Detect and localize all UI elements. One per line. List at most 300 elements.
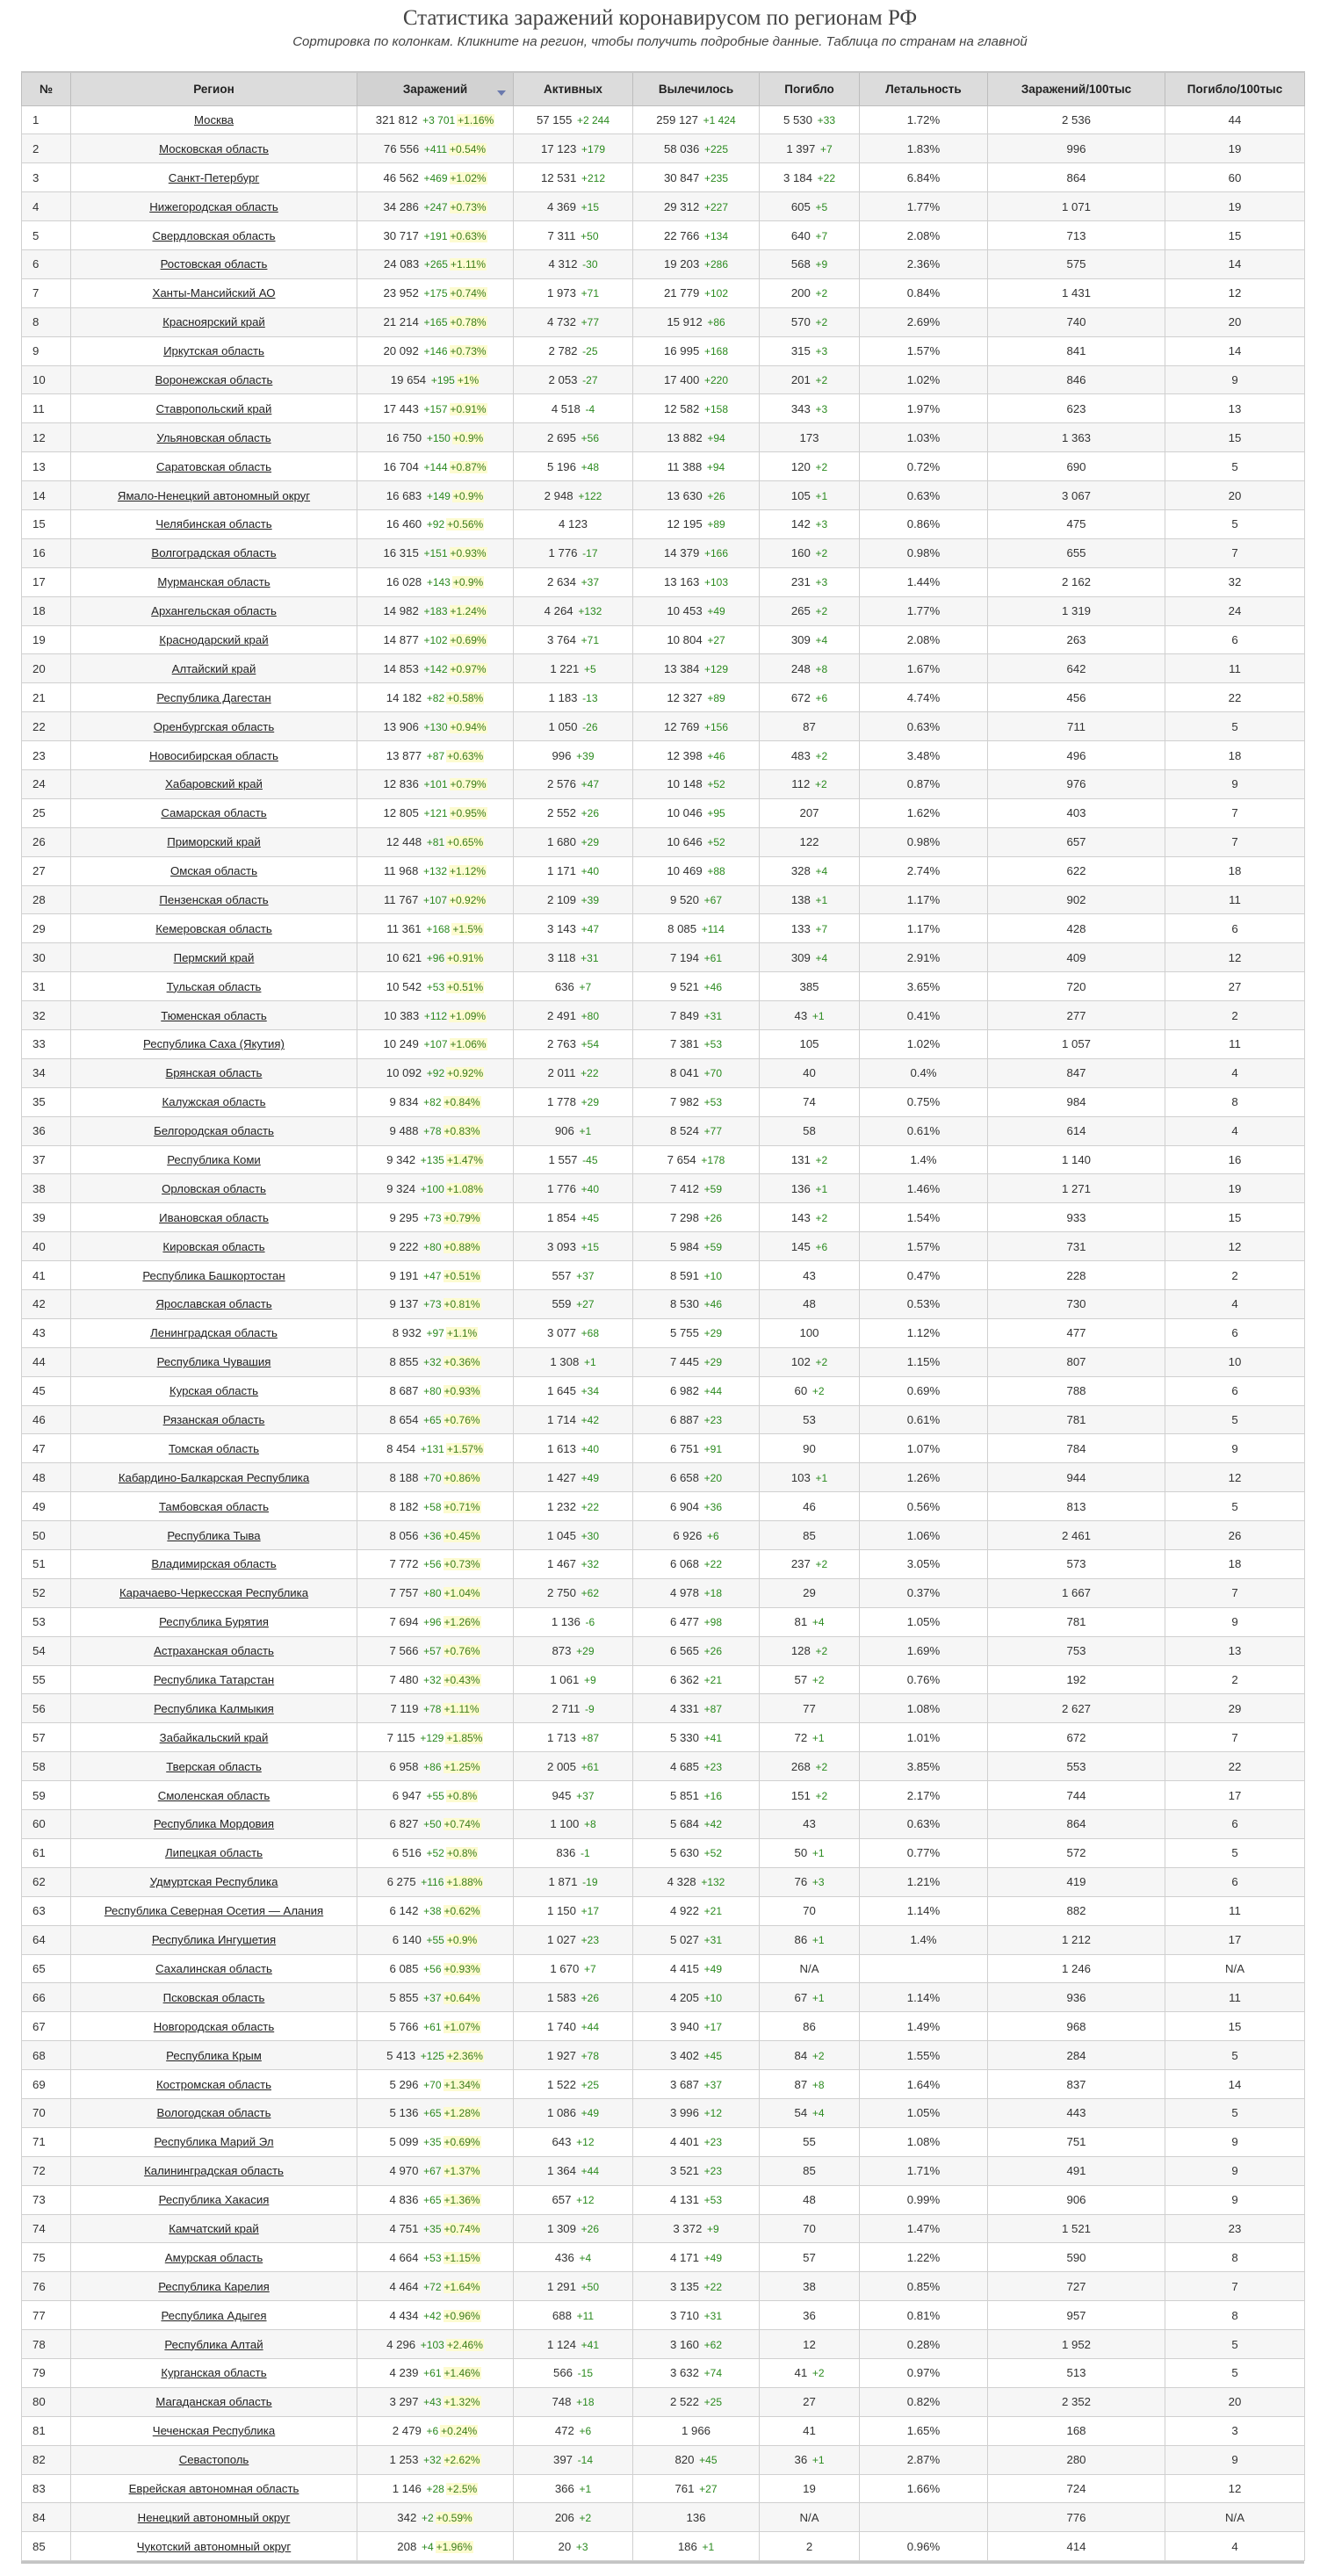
deaths-delta: +2 [815,287,828,300]
infections-value: 76 556 [383,141,420,155]
region-cell [71,2474,357,2503]
deaths-value: 2 [805,2539,813,2553]
region-link[interactable]: Смоленская область [157,1788,270,1802]
region-link[interactable]: Республика Калмыкия [154,1701,274,1715]
infections-delta-percent: +0.9% [446,1934,478,1947]
lethality-cell: 1.66% [860,2474,988,2503]
infections-per-100k-cell: 443 [988,2098,1165,2127]
region-link[interactable]: Ненецкий автономный округ [137,2510,291,2524]
active-delta: +17 [581,1905,600,1918]
region-link[interactable]: Севастополь [178,2453,249,2467]
recovered-value: 3 160 [669,2337,699,2351]
region-link[interactable]: Сахалинская область [155,1961,272,1975]
region-link[interactable]: Новосибирская область [149,748,278,762]
table-row [22,1694,1305,1723]
infections-value: 12 836 [383,777,419,791]
active-value: 1 183 [548,690,578,704]
recovered-cell [633,1694,760,1723]
infections-cell [357,2358,514,2387]
region-link[interactable]: Республика Хакасия [158,2193,270,2207]
deaths-per-100k-cell: 20 [1165,307,1305,336]
recovered-cell [633,394,760,423]
region-link[interactable]: Удмуртская Республика [149,1875,278,1889]
active-value: 1 364 [546,2164,576,2178]
infections-cell [357,2127,514,2156]
infections-cell [357,2156,514,2185]
infections-delta: +135 [420,1154,444,1166]
infections-per-100k-cell: 280 [988,2445,1165,2474]
region-link[interactable]: Ставропольский край [155,401,272,415]
table-row [22,2445,1305,2474]
deaths-per-100k-cell: 7 [1165,827,1305,856]
region-link[interactable]: Челябинская область [155,517,272,531]
infections-value: 12 805 [383,806,419,820]
region-link[interactable]: Республика Башкортостан [142,1268,285,1282]
region-link[interactable]: Санкт-Петербург [168,170,260,184]
region-link[interactable]: Республика Алтай [164,2337,263,2351]
region-link[interactable]: Воронежская область [155,372,273,386]
active-value: 748 [552,2395,572,2409]
recovered-value: 3 372 [673,2221,703,2235]
region-link[interactable]: Республика Ингушетия [151,1933,277,1947]
region-link[interactable]: Тамбовская область [158,1499,270,1513]
deaths-cell [760,654,860,683]
recovered-value: 10 469 [667,864,703,878]
deaths-per-100k-cell: 12 [1165,1232,1305,1261]
infections-per-100k-cell: 837 [988,2070,1165,2099]
region-link[interactable]: Республика Адыгея [161,2308,267,2322]
deaths-delta: +2 [815,1760,828,1773]
recovered-value: 8 041 [669,1066,699,1080]
infections-cell [357,2503,514,2532]
infections-delta-percent: +1.06% [450,1038,487,1051]
active-value: 657 [552,2193,572,2207]
row-number: 25 [22,798,71,827]
region-link[interactable]: Еврейская автономная область [128,2481,299,2495]
active-value: 1 027 [546,1933,576,1947]
region-cell [71,827,357,856]
infections-delta: +55 [426,1789,444,1802]
active-cell [514,2474,633,2503]
region-link[interactable]: Чукотский автономный округ [136,2539,292,2553]
deaths-per-100k-cell: 11 [1165,654,1305,683]
infections-delta: +56 [423,1558,442,1571]
recovered-value: 7 654 [667,1153,696,1166]
deaths-value: 3 184 [783,170,812,184]
active-delta: +49 [581,1471,600,1484]
column-header-infections[interactable] [357,72,514,105]
deaths-value: 84 [794,2048,808,2062]
region-cell [71,2070,357,2099]
column-header-number[interactable]: № [22,72,71,105]
region-link[interactable]: Пензенская область [159,892,269,906]
column-header-region[interactable]: Регион [71,72,357,105]
active-delta: +40 [581,1182,600,1195]
region-link[interactable]: Республика Тыва [167,1528,261,1542]
column-header-recovered[interactable]: Вылечилось [633,72,760,105]
active-value: 2 634 [546,575,576,589]
region-link[interactable]: Орловская область [162,1181,266,1195]
region-link[interactable]: Красноярский край [162,315,265,329]
region-link[interactable]: Республика Татарстан [153,1673,275,1687]
region-cell [71,1290,357,1319]
column-header-deaths[interactable]: Погибло [760,72,860,105]
active-value: 1 522 [546,2077,576,2091]
region-link[interactable]: Ростовская область [160,257,268,271]
active-cell [514,336,633,365]
row-number: 46 [22,1405,71,1434]
infections-cell [357,1405,514,1434]
active-delta: +27 [576,1298,595,1311]
deaths-delta: +2 [815,778,827,791]
active-cell [514,538,633,567]
infections-cell [357,1116,514,1145]
region-link[interactable]: Самарская область [161,806,267,820]
region-cell [71,654,357,683]
region-link[interactable]: Республика Мордовия [153,1817,275,1831]
recovered-delta: +16 [703,1789,723,1802]
infections-per-100k-cell: 192 [988,1665,1165,1694]
recovered-delta: +53 [703,1096,723,1109]
table-row [22,1781,1305,1810]
recovered-cell [633,1347,760,1376]
deaths-value: 85 [803,2164,816,2178]
region-link[interactable]: Курская область [169,1384,259,1398]
infections-per-100k-cell: 2 461 [988,1521,1165,1550]
active-value: 1 045 [546,1528,576,1542]
active-cell [514,1232,633,1261]
deaths-cell [760,1463,860,1492]
infections-delta-percent: +0.79% [444,1211,480,1224]
table-row [22,827,1305,856]
region-link[interactable]: Республика Дагестан [156,690,271,704]
recovered-value: 9 521 [669,979,699,993]
lethality-cell: 1.69% [860,1636,988,1665]
region-link[interactable]: Республика Саха (Якутия) [143,1037,285,1051]
infections-delta: +107 [423,1038,448,1051]
region-link[interactable]: Ярославская область [155,1297,272,1311]
recovered-delta: +20 [703,1471,723,1484]
row-number: 85 [22,2532,71,2561]
region-cell [71,683,357,712]
deaths-cell [760,394,860,423]
recovered-delta: +45 [703,2049,723,2062]
deaths-cell [760,1838,860,1867]
row-number: 36 [22,1116,71,1145]
region-link[interactable]: Оренбургская область [153,719,275,733]
region-link[interactable]: Чеченская Республика [152,2424,276,2438]
deaths-value: 70 [803,2221,816,2235]
deaths-cell [760,2330,860,2359]
recovered-delta: +27 [699,2482,718,2495]
region-link[interactable]: Липецкая область [164,1846,263,1860]
recovered-value: 6 658 [669,1470,699,1484]
region-link[interactable]: Краснодарский край [159,632,269,646]
active-value: 1 308 [550,1355,580,1369]
infections-delta-percent: +0.71% [444,1500,480,1513]
infections-cell [357,1376,514,1405]
deaths-value: 12 [803,2337,816,2351]
region-link[interactable]: Калининградская область [144,2164,284,2178]
region-link[interactable]: Курганская область [161,2366,267,2380]
row-number: 2 [22,134,71,163]
recovered-cell [633,452,760,481]
infections-delta: +96 [423,1616,442,1629]
recovered-cell [633,1030,760,1059]
recovered-value: 5 684 [669,1817,699,1831]
region-link[interactable]: Камчатский край [169,2221,259,2235]
active-delta: +62 [581,1587,600,1600]
region-link[interactable]: Новгородская область [153,2019,275,2033]
region-link[interactable]: Ленинградская область [150,1326,278,1340]
region-link[interactable]: Белгородская область [154,1124,274,1138]
deaths-per-100k-cell: 8 [1165,2301,1305,2330]
active-cell [514,798,633,827]
row-number: 32 [22,1001,71,1030]
column-header-deaths-per-100k[interactable]: Погибло/100тыс [1165,72,1305,105]
deaths-per-100k-cell: 11 [1165,1983,1305,2012]
active-value: 1 670 [550,1961,580,1975]
region-link[interactable]: Республика Бурятия [159,1615,269,1629]
infections-cell [357,1261,514,1290]
deaths-value: 43 [803,1268,816,1282]
lethality-cell: 1.17% [860,914,988,943]
infections-delta-percent: +1.09% [450,1009,487,1022]
infections-cell [357,1925,514,1954]
recovered-value: 4 171 [669,2250,699,2264]
row-number: 10 [22,365,71,394]
deaths-cell [760,1174,860,1203]
lethality-cell: 1.22% [860,2243,988,2272]
infections-delta-percent: +0.62% [444,1905,480,1918]
region-link[interactable]: Тульская область [166,979,262,993]
active-value: 873 [552,1644,572,1658]
deaths-value: 160 [790,546,811,560]
table-row [22,2272,1305,2301]
row-number: 68 [22,2041,71,2070]
infections-value: 10 383 [383,1008,420,1022]
infections-delta-percent: +0.76% [444,1414,480,1427]
region-link[interactable]: Кировская область [162,1239,265,1253]
region-link[interactable]: Пермский край [173,950,255,964]
recovered-value: 4 415 [669,1961,699,1975]
region-link[interactable]: Брянская область [165,1066,263,1080]
recovered-cell [633,1116,760,1145]
region-link[interactable]: Ульяновская область [156,430,271,444]
region-cell [71,1232,357,1261]
infections-per-100k-cell: 1 212 [988,1925,1165,1954]
infections-delta: +32 [423,1674,442,1687]
region-link[interactable]: Ханты-Мансийский АО [152,286,276,300]
table-row [22,856,1305,885]
infections-value: 1 253 [389,2453,419,2467]
deaths-per-100k-cell: 5 [1165,2098,1305,2127]
row-number: 78 [22,2330,71,2359]
region-link[interactable]: Мурманская область [157,575,270,589]
active-cell [514,1376,633,1405]
region-link[interactable]: Свердловская область [152,228,276,242]
active-cell [514,2156,633,2185]
infections-cell [357,943,514,972]
region-link[interactable]: Ямало-Ненецкий автономный округ [117,488,311,502]
active-cell [514,1550,633,1579]
infections-per-100k-cell: 575 [988,249,1165,278]
region-link[interactable]: Костромская область [155,2077,271,2091]
region-link[interactable]: Тверская область [166,1759,262,1773]
active-delta: -19 [582,1876,598,1889]
recovered-value: 10 646 [667,835,703,849]
recovered-delta: +86 [707,316,725,329]
region-link[interactable]: Калужская область [162,1095,266,1109]
region-link[interactable]: Псковская область [162,1990,265,2004]
region-link[interactable]: Республика Чувашия [156,1355,271,1369]
region-link[interactable]: Волгоградская область [151,546,277,560]
infections-value: 6 516 [392,1846,422,1860]
infections-delta: +47 [423,1269,442,1282]
infections-value: 4 751 [389,2221,419,2235]
active-cell [514,1925,633,1954]
deaths-cell [760,1087,860,1116]
region-link[interactable]: Томская область [168,1441,260,1455]
deaths-per-100k-cell: 9 [1165,2127,1305,2156]
infections-per-100k-cell: 553 [988,1752,1165,1781]
infections-per-100k-cell: 1 521 [988,2214,1165,2243]
deaths-delta: +2 [815,1645,828,1658]
region-link[interactable]: Республика Карелия [158,2279,270,2293]
infections-per-100k-cell: 813 [988,1492,1165,1521]
active-delta: -13 [582,691,598,704]
region-link[interactable]: Карачаево-Черкесская Республика [119,1586,309,1600]
recovered-cell [633,798,760,827]
lethality-cell: 0.82% [860,2387,988,2416]
deaths-per-100k-cell: 17 [1165,1781,1305,1810]
infections-delta-percent: +0.88% [444,1240,480,1253]
region-link[interactable]: Рязанская область [162,1413,265,1427]
recovered-value: 17 400 [663,372,700,386]
row-number: 23 [22,741,71,770]
deaths-cell [760,1116,860,1145]
region-link[interactable]: Приморский край [167,835,261,849]
deaths-delta: +2 [815,1154,828,1166]
infections-delta-percent: +2.62% [444,2454,480,2467]
lethality-cell: 0.84% [860,278,988,307]
active-value: 4 264 [544,604,573,618]
active-delta: +50 [581,229,599,242]
region-link[interactable]: Иркутская область [163,344,264,358]
infections-delta-percent: +1.32% [444,2396,480,2409]
active-value: 996 [552,748,572,762]
infections-value: 21 214 [383,315,419,329]
region-link[interactable]: Хабаровский край [165,777,263,791]
infections-per-100k-cell: 1 363 [988,423,1165,452]
column-header-lethality[interactable]: Летальность [860,72,988,105]
region-link[interactable]: Забайкальский край [159,1730,269,1744]
deaths-value: N/A [799,2510,819,2524]
region-link[interactable]: Тюменская область [161,1008,267,1022]
infections-value: 24 083 [383,257,420,271]
infections-per-100k-cell: 720 [988,972,1165,1001]
region-link[interactable]: Республика Марий Эл [154,2135,274,2149]
recovered-cell [633,481,760,510]
active-value: 1 221 [550,661,580,675]
column-header-infections-per-100k[interactable]: Заражений/100тыс [988,72,1165,105]
infections-per-100k-cell: 976 [988,769,1165,798]
column-header-active[interactable]: Активных [514,72,633,105]
recovered-value: 29 312 [663,199,700,213]
region-link[interactable]: Вологодская область [156,2106,271,2120]
region-link[interactable]: Кемеровская область [155,921,272,935]
region-link[interactable]: Республика Крым [166,2048,262,2062]
region-link[interactable]: Саратовская область [155,459,272,473]
infections-value: 17 443 [383,401,419,415]
region-link[interactable]: Кабардино-Балкарская Республика [118,1470,310,1484]
region-link[interactable]: Нижегородская область [149,199,278,213]
deaths-cell [760,856,860,885]
recovered-delta: +49 [703,2251,723,2264]
infections-cell [357,1030,514,1059]
infections-value: 16 315 [383,546,419,560]
infections-per-100k-cell: 1 071 [988,192,1165,221]
deaths-cell [760,423,860,452]
row-number: 11 [22,394,71,423]
deaths-delta: +3 [815,518,828,531]
active-value: 4 518 [551,401,581,415]
deaths-value: 122 [799,835,819,849]
active-delta: +77 [581,316,600,329]
region-link[interactable]: Московская область [159,141,269,155]
infections-delta-percent: +1.11% [444,1702,480,1715]
deaths-delta: +2 [815,1558,828,1571]
infections-value: 8 454 [386,1441,416,1455]
region-link[interactable]: Архангельская область [151,604,277,618]
infections-per-100k-cell: 781 [988,1405,1165,1434]
infections-value: 7 566 [389,1644,419,1658]
active-value: 2 763 [546,1037,576,1051]
infections-value: 11 767 [383,892,419,906]
region-link[interactable]: Амурская область [164,2250,263,2264]
lethality-cell: 1.72% [860,105,988,134]
region-link[interactable]: Республика Северная Осетия — Алания [104,1904,324,1918]
row-number: 34 [22,1058,71,1087]
infections-cell [357,278,514,307]
infections-cell [357,1347,514,1376]
deaths-value: 41 [803,2424,816,2438]
region-link[interactable]: Ивановская область [159,1210,269,1224]
active-value: 3 077 [546,1326,576,1340]
infections-per-100k-cell: 744 [988,1781,1165,1810]
region-cell [71,972,357,1001]
region-link[interactable]: Алтайский край [171,661,256,675]
region-link[interactable]: Москва [193,112,234,126]
active-cell [514,1723,633,1752]
active-delta: +41 [581,2338,600,2351]
active-value: 472 [554,2424,574,2438]
active-delta: +15 [581,200,600,213]
row-number: 29 [22,914,71,943]
region-link[interactable]: Астраханская область [154,1644,274,1658]
active-value: 2 782 [548,344,578,358]
region-link[interactable]: Республика Коми [167,1153,261,1166]
region-link[interactable]: Омская область [170,864,257,878]
table-row [22,1752,1305,1781]
recovered-delta: +61 [703,951,723,964]
active-delta: +50 [581,2280,600,2293]
region-link[interactable]: Магаданская область [155,2395,272,2409]
lethality-cell: 2.91% [860,943,988,972]
recovered-cell [633,1376,760,1405]
region-link[interactable]: Владимирская область [151,1557,277,1571]
active-delta: +71 [581,287,600,300]
